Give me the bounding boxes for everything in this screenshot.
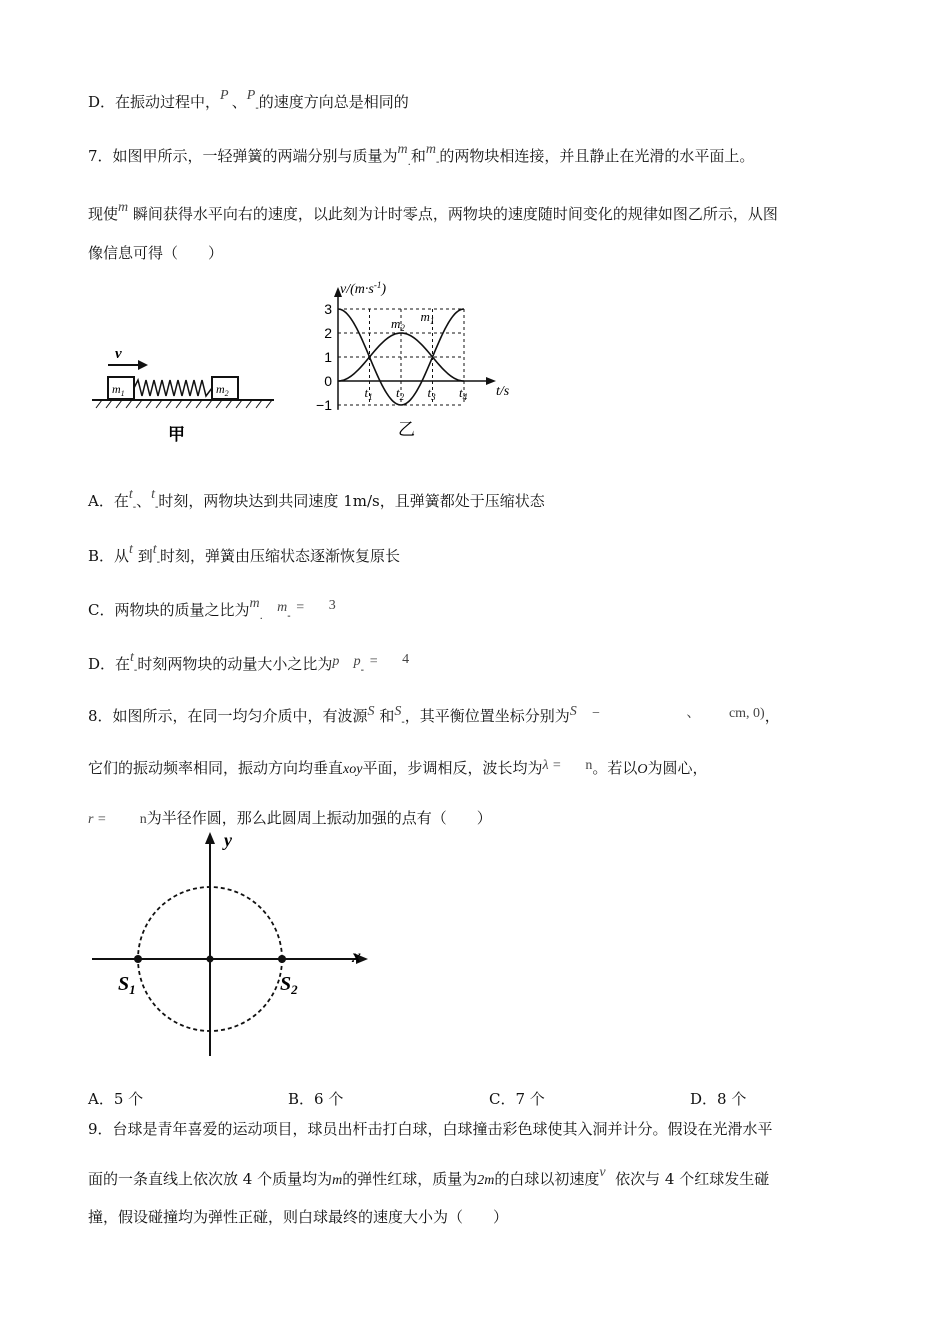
- q7-optb-t4: t: [152, 542, 157, 557]
- q7-m: m: [118, 200, 129, 215]
- q8-stem-l1-end: ，: [764, 707, 780, 725]
- q7-optc-m2: m: [277, 600, 288, 615]
- q7-stem-line1: 7．如图甲所示，一轻弹簧的两端分别与质量为$m_.$和$m_-$的两物块相连接，并且静止在光滑的水平面上。: [88, 142, 755, 168]
- x-axis: [92, 954, 368, 964]
- q8-stem-l2-b: 平面，步调相反，波长均为: [362, 759, 543, 777]
- q7-optd-eq: =: [368, 654, 379, 669]
- q8-stem-l3-b: 为半径作圆，那么此圆周上振动加强的点有（ ）: [146, 809, 492, 827]
- q7-opta-t3: t: [151, 487, 156, 502]
- q7-optc-a: C．两物块的质量之比为: [88, 601, 250, 619]
- q7-figure-yi: [308, 275, 518, 440]
- q7-optd-p2: p: [353, 654, 361, 669]
- vt-chart: [308, 275, 518, 440]
- q6-p1: P: [220, 88, 229, 103]
- q7-optd-a: D．在: [88, 655, 131, 673]
- q7-stem-line3: 像信息可得（ ）: [88, 244, 224, 262]
- origin-point: [207, 956, 214, 963]
- q7-optd-t2: t: [130, 650, 134, 665]
- y-tick-label: 3: [324, 301, 332, 317]
- curve-label-m2: $m_2$: [391, 316, 405, 333]
- q9-2m: 2m: [477, 1173, 495, 1188]
- q7-and: 和: [410, 147, 426, 165]
- q7-option-d: D．在$t_-$时刻两物块的动量大小之比为p $p_-$ = 4: [88, 650, 410, 676]
- q8-and: 和: [379, 707, 395, 725]
- q7-optd-val: 4: [402, 652, 410, 667]
- q7-optd-p1: p: [332, 654, 340, 669]
- source-s2-label: $S_2$: [280, 973, 298, 997]
- y-axis-label: $v/(m\cdot s^{-1})$: [340, 280, 386, 297]
- x-axis-arrow: [486, 377, 496, 385]
- x-axis-label: x: [352, 946, 361, 966]
- q9-l2-a: 面的一条直线上依次放 4 个质量均为: [88, 1170, 333, 1188]
- q7-opta-a: A．在: [88, 492, 129, 510]
- y-tick-label: −1: [316, 397, 332, 413]
- q8-stem-l2-c: 。若以: [592, 759, 638, 777]
- q8-stem-l2-a: 它们的振动频率相同，振动方向均垂直: [88, 759, 344, 777]
- x-axis-label: t/s: [496, 384, 510, 399]
- q8-lambda-unit: n: [585, 758, 593, 773]
- x-tick-label: $t_3$: [427, 385, 436, 402]
- q8-s1: S: [367, 704, 375, 719]
- q7-option-b: B．从t 到$t_-$时刻，弹簧由压缩状态逐渐恢复原长: [88, 542, 401, 568]
- q8-coord2: cm, 0): [728, 706, 765, 721]
- q9-l2-b: 的弹性红球，质量为: [342, 1170, 478, 1188]
- q7-opta-b: 时刻，两物块达到共同速度 1m/s，且弹簧都处于压缩状态: [158, 492, 545, 510]
- q8-o: O: [637, 762, 648, 777]
- q8-option-d: D．8 个: [690, 1090, 747, 1108]
- q7-optb-mid: 到: [137, 547, 153, 565]
- y-tick-labels: [316, 301, 332, 413]
- q8-stem-l2-d: 为圆心，: [647, 759, 708, 777]
- q7-optc-m1: m: [249, 596, 260, 611]
- q7-optc-val: 3: [328, 598, 336, 613]
- q6-optd-suffix: 的速度方向总是相同的: [258, 93, 409, 111]
- v-label: v: [115, 346, 122, 362]
- y-tick-label: 0: [324, 373, 332, 389]
- q7-option-c: C．两物块的质量之比为$m_.$ $m_-$ = 3: [88, 596, 336, 622]
- q6-p2: P: [246, 88, 256, 103]
- q8-stem-line1: 8．如图所示，在同一均匀介质中，有波源S 和$S_-$，其平衡位置坐标分别为S − 、 cm, 0)，: [88, 704, 780, 728]
- q7-optd-b: 时刻两物块的动量大小之比为: [137, 655, 333, 673]
- q7-option-a: A．在$t_-$、$t_-$时刻，两物块达到共同速度 1m/s，且弹簧都处于压缩状态: [88, 487, 545, 513]
- q8-option-b: B．6 个: [288, 1090, 344, 1108]
- q8-lambda: λ =: [542, 758, 562, 773]
- curve-label-m1: $m_1$: [420, 308, 435, 326]
- q7-figure-jia: [88, 340, 278, 450]
- source-s1-label: $S_1$: [118, 973, 136, 997]
- q8-stem-l1-a: 8．如图所示，在同一均匀介质中，有波源: [88, 707, 368, 725]
- q6-sep: 、: [231, 93, 247, 111]
- q9-v: v: [599, 1165, 606, 1180]
- caption-jia: 甲: [168, 425, 185, 445]
- q7-stem-l1-b: 的两物块相连接，并且静止在光滑的水平面上。: [439, 147, 755, 165]
- q7-stem-l1-a: 7．如图甲所示，一轻弹簧的两端分别与质量为: [88, 147, 398, 165]
- q8-stem-line2: [88, 756, 707, 780]
- y-axis-label: y: [224, 830, 232, 850]
- q8-option-a: A．5 个: [88, 1090, 144, 1108]
- q7-m1: m: [397, 142, 408, 157]
- q7-stem-l2-a: 现使: [88, 205, 119, 223]
- q6-option-d: D．在振动过程中，P 、$P_-$的速度方向总是相同的: [88, 88, 409, 114]
- q8-comma: 、: [686, 706, 701, 721]
- y-tick-label: 2: [324, 325, 332, 341]
- q7-m2: m: [425, 142, 436, 157]
- q7-optb-a: B．从: [88, 547, 130, 565]
- q8-option-c: C．7 个: [489, 1090, 545, 1108]
- q7-stem-line2: [88, 198, 778, 224]
- q7-optb-b: 时刻，弹簧由压缩状态逐渐恢复原长: [160, 547, 401, 565]
- q8-minus: −: [591, 706, 601, 721]
- velocity-arrow: [108, 360, 148, 370]
- q8-figure: [88, 828, 378, 1058]
- q7-opta-t1: t: [128, 487, 133, 502]
- q9-stem-line2: [88, 1163, 769, 1191]
- source-s1-point: [134, 955, 142, 963]
- q9-stem-line1: 9．台球是青年喜爱的运动项目，球员出杆击打白球，白球撞击彩色球使其入洞并计分。假设在光滑水平: [88, 1120, 773, 1138]
- block-m1-label: $m_1$: [112, 382, 125, 398]
- q8-stem-line3: [88, 808, 492, 830]
- ground-hatch: [96, 400, 272, 408]
- chart-axes: [334, 287, 496, 410]
- q8-r-unit: n: [139, 812, 147, 827]
- block-m2-label: $m_2$: [216, 382, 229, 398]
- q7-stem-l2-b: 瞬间获得水平向右的速度，以此刻为计时零点，两物块的速度随时间变化的规律如图乙所示，从图: [132, 205, 778, 223]
- q7-opta-sep: 、: [136, 492, 152, 510]
- q8-stem-l1-b: ，其平衡位置坐标分别为: [404, 707, 570, 725]
- caption-yi: 乙: [398, 420, 415, 440]
- source-s2-point: [278, 955, 286, 963]
- q6-optd-prefix: D．在振动过程中，: [88, 93, 221, 111]
- q7-optc-eq: =: [295, 600, 305, 615]
- q8-r: r =: [88, 812, 107, 827]
- q9-m: m: [332, 1173, 343, 1188]
- q8-s2: S: [394, 704, 402, 719]
- q9-l2-d: 依次与 4 个红球发生碰: [615, 1170, 770, 1188]
- spring: [134, 380, 212, 396]
- x-tick-label: $t_4$: [459, 385, 468, 402]
- q8-xoy: xoy: [343, 762, 363, 777]
- q9-l2-c: 的白球以初速度: [494, 1170, 600, 1188]
- y-tick-label: 1: [324, 349, 332, 365]
- q8-coord1: S: [569, 704, 577, 719]
- x-tick-label: $t_2$: [396, 385, 405, 402]
- q7-optb-t3: t: [129, 542, 133, 557]
- y-axis: [205, 832, 215, 1056]
- x-tick-label: $t_1$: [364, 385, 373, 402]
- q9-stem-line3: 撞，假设碰撞均为弹性正碰，则白球最终的速度大小为（ ）: [88, 1208, 509, 1226]
